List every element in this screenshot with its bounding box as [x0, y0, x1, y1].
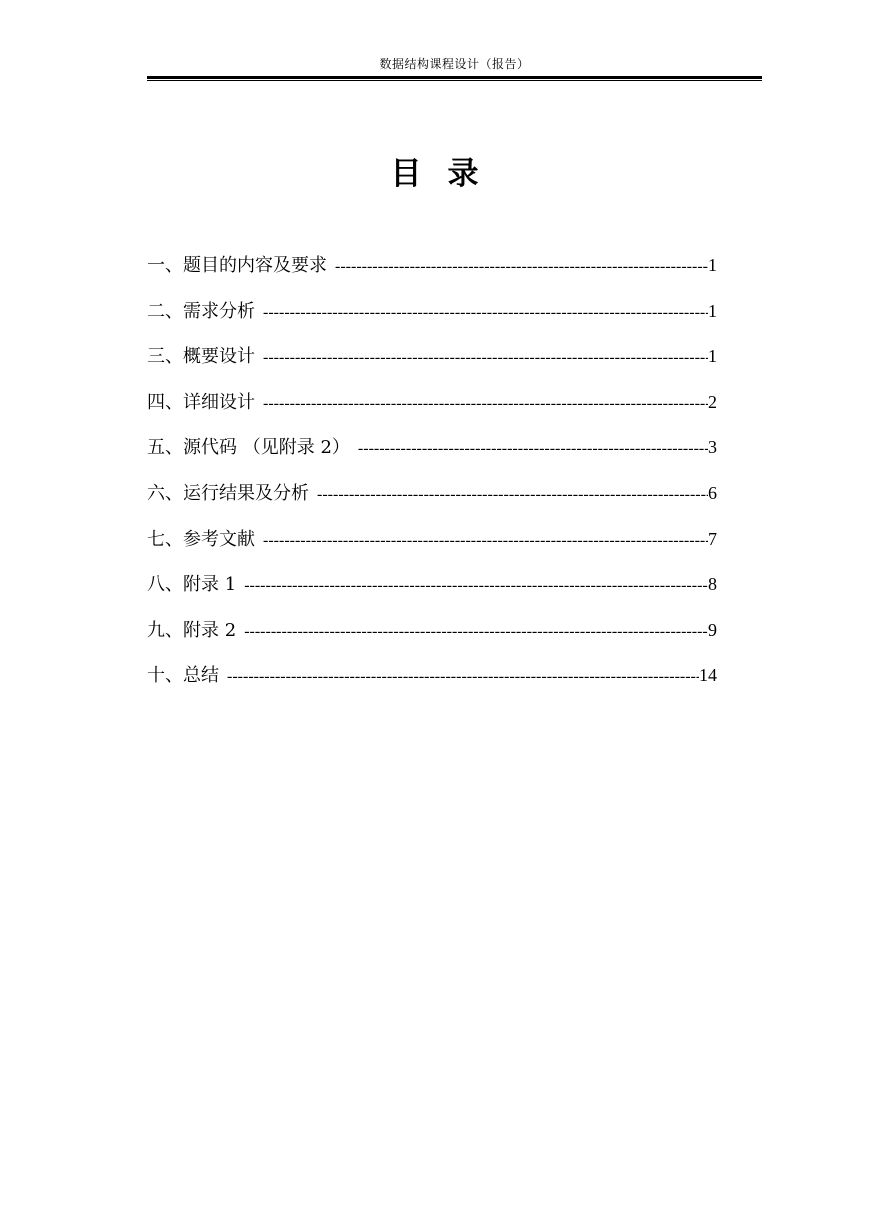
toc-dot-leader: [317, 482, 708, 508]
toc-entry[interactable]: [147, 434, 717, 480]
toc-entry-label: 九、附录 2: [147, 619, 237, 641]
toc-dot-leader: [263, 345, 708, 371]
toc-entry-page: 1: [708, 346, 717, 367]
header-rule-thin: [147, 80, 762, 81]
toc-dot-leader: [227, 664, 699, 690]
page-header-title: 数据结构课程设计（报告）: [379, 57, 530, 71]
toc-dot-leader: [358, 436, 708, 462]
toc-dot-leader: [244, 619, 708, 645]
toc-entry[interactable]: [147, 662, 717, 708]
toc-entry[interactable]: [147, 617, 717, 663]
toc-entry-page: 9: [708, 619, 717, 640]
toc-entry[interactable]: [147, 298, 717, 344]
toc-dot-leader: [263, 391, 708, 417]
toc-entry-label: 五、源代码 （见附录 2）: [147, 437, 350, 459]
toc-entry-page: 3: [708, 437, 717, 458]
toc-dot-leader: [244, 573, 708, 599]
toc-entry-label: 一、题目的内容及要求: [147, 255, 327, 276]
toc-entry[interactable]: [147, 389, 717, 435]
toc-dot-leader: [263, 528, 708, 554]
toc-entry-page: 1: [708, 255, 717, 275]
toc-dot-leader: [335, 254, 708, 280]
toc-entry-page: 2: [708, 391, 717, 412]
toc-entry-page: 14: [699, 665, 717, 686]
toc-entry-page: 8: [708, 574, 717, 595]
toc-entry-label: 三、概要设计: [147, 346, 255, 368]
toc-entry-label: 十、总结: [147, 665, 219, 687]
toc-entry[interactable]: [147, 526, 717, 572]
toc-entry[interactable]: [147, 480, 717, 526]
toc-entry[interactable]: [147, 252, 717, 298]
toc-entry-label: 四、详细设计: [147, 391, 255, 413]
toc-entry-label: 七、参考文献: [147, 528, 255, 550]
toc-entry-label: 二、需求分析: [147, 300, 255, 322]
toc-entry[interactable]: [147, 571, 717, 617]
toc-entry-page: 7: [708, 528, 717, 549]
toc-entry-page: 6: [708, 482, 717, 503]
toc-entry-label: 八、附录 1: [147, 574, 237, 596]
toc-title: 目录: [390, 156, 505, 192]
toc-entry-label: 六、运行结果及分析: [147, 482, 309, 504]
header-rule-thick: [147, 76, 762, 79]
toc-dot-leader: [263, 300, 708, 326]
table-of-contents: [147, 252, 717, 708]
toc-entry-page: 1: [708, 300, 717, 321]
toc-entry[interactable]: [147, 343, 717, 389]
